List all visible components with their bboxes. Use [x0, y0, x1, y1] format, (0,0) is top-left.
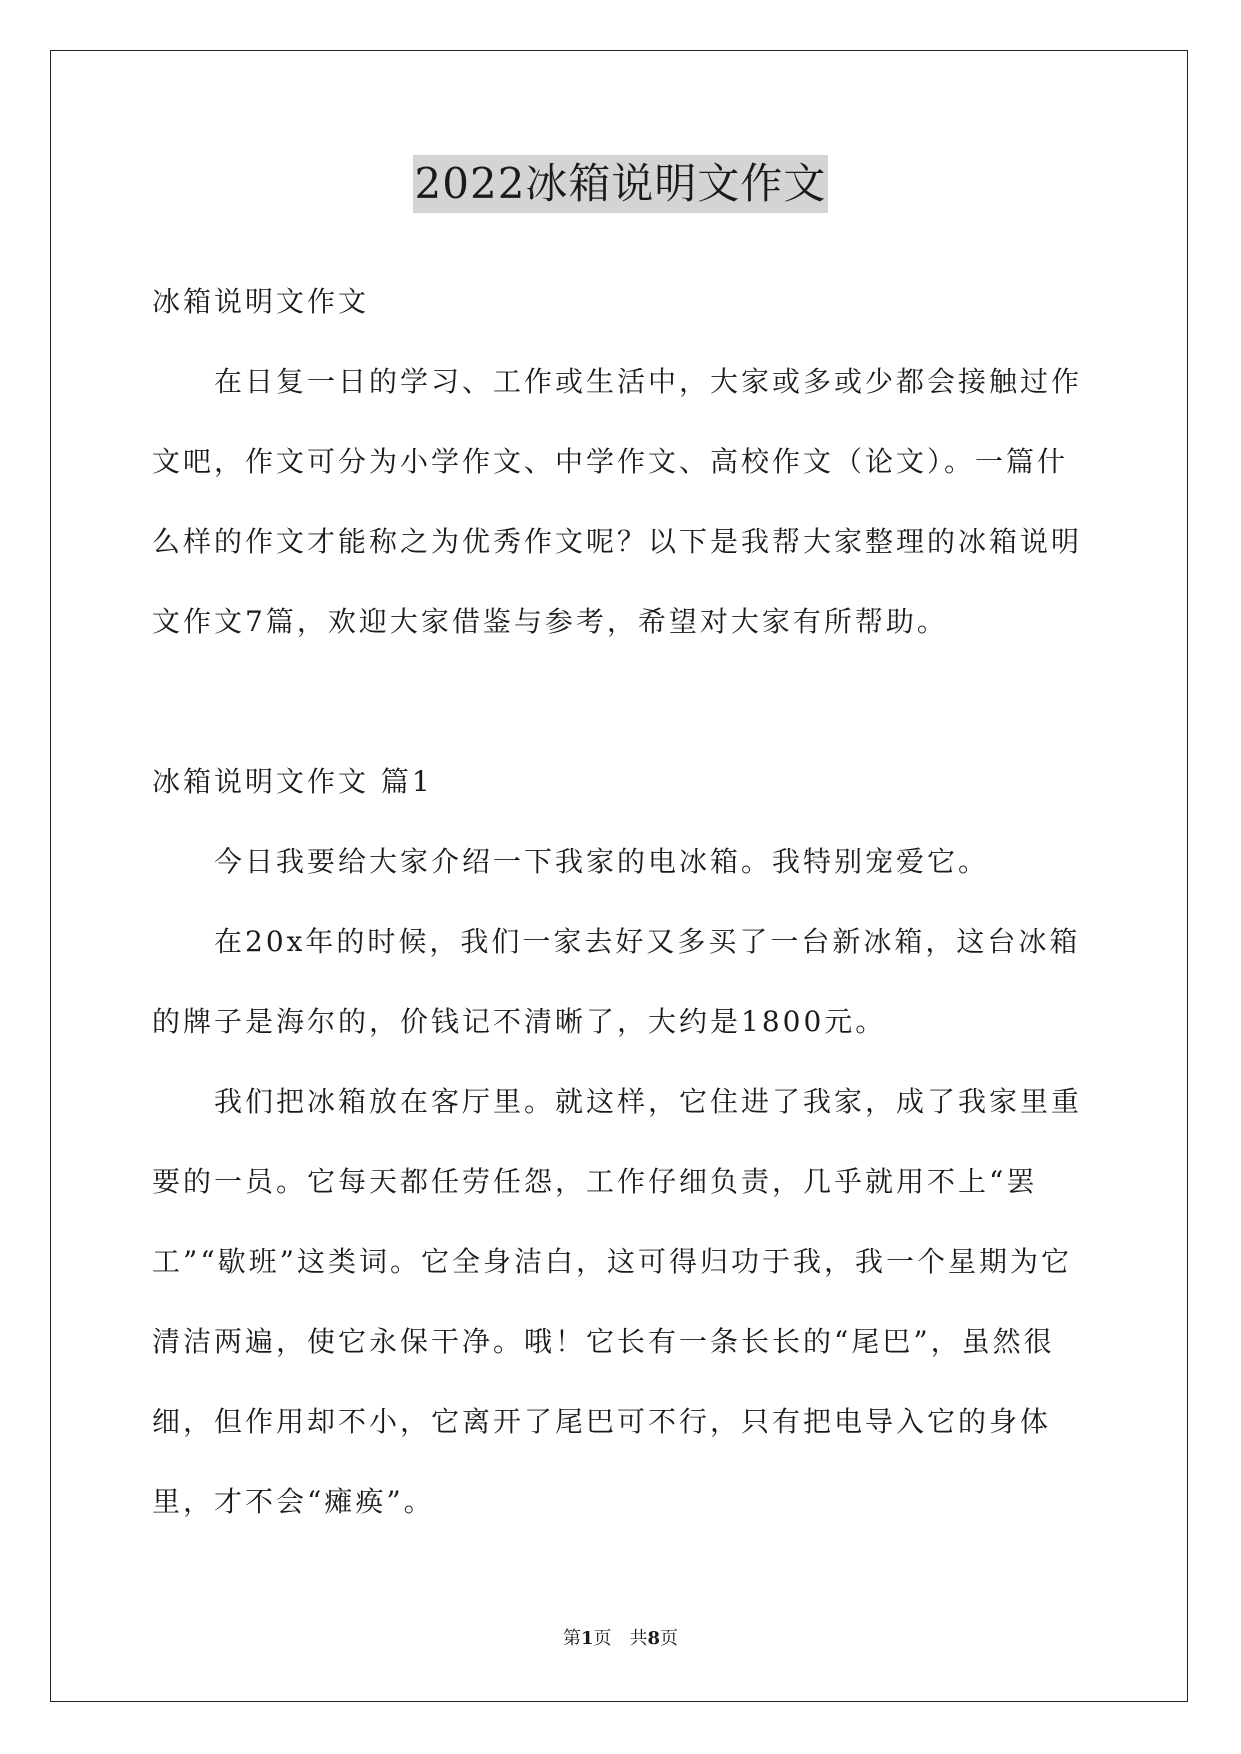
intro-paragraph: 在日复一日的学习、工作或生活中，大家或多或少都会接触过作文吧，作文可分为小学作文、中学作文、高校作文（论文）。一篇什么样的作文才能称之为优秀作文呢？以下是我帮大家整理的冰箱说明文作文7篇，欢迎大家借鉴与参考，希望对大家有所帮助。	[152, 365, 1083, 638]
document-title-text: 2022冰箱说明文作文	[413, 155, 829, 213]
intro-heading: 冰箱说明文作文	[152, 285, 370, 318]
page-footer	[0, 1627, 1241, 1651]
footer-page-suffix: 页 共	[593, 1628, 648, 1649]
document-title	[0, 155, 1241, 213]
footer-total-pages: 8	[647, 1628, 661, 1649]
body-paragraph-1: 今日我要给大家介绍一下我家的电冰箱。我特别宠爱它。	[214, 845, 990, 878]
body-paragraph-3: 我们把冰箱放在客厅里。就这样，它住进了我家，成了我家里重要的一员。它每天都任劳任怨，工作仔细负责，几乎就用不上“罢工”“歇班”这类词。它全身洁白，这可得归功于我，我一个星期为它清洁两遍，使它永保干净。哦！它长有一条长长的“尾巴”，虽然很细，但作用却不小，它离开了尾巴可不行，只有把电导入它的身体里，才不会“瘫痪”。	[152, 1085, 1083, 1518]
footer-page-number: 1	[580, 1628, 594, 1649]
body-paragraph-2: 在20x年的时候，我们一家去好又多买了一台新冰箱，这台冰箱的牌子是海尔的，价钱记不清晰了，大约是1800元。	[152, 925, 1081, 1038]
section-heading: 冰箱说明文作文 篇1	[152, 765, 433, 798]
footer-page-prefix: 第	[562, 1628, 581, 1649]
footer-total-suffix: 页	[660, 1628, 679, 1649]
